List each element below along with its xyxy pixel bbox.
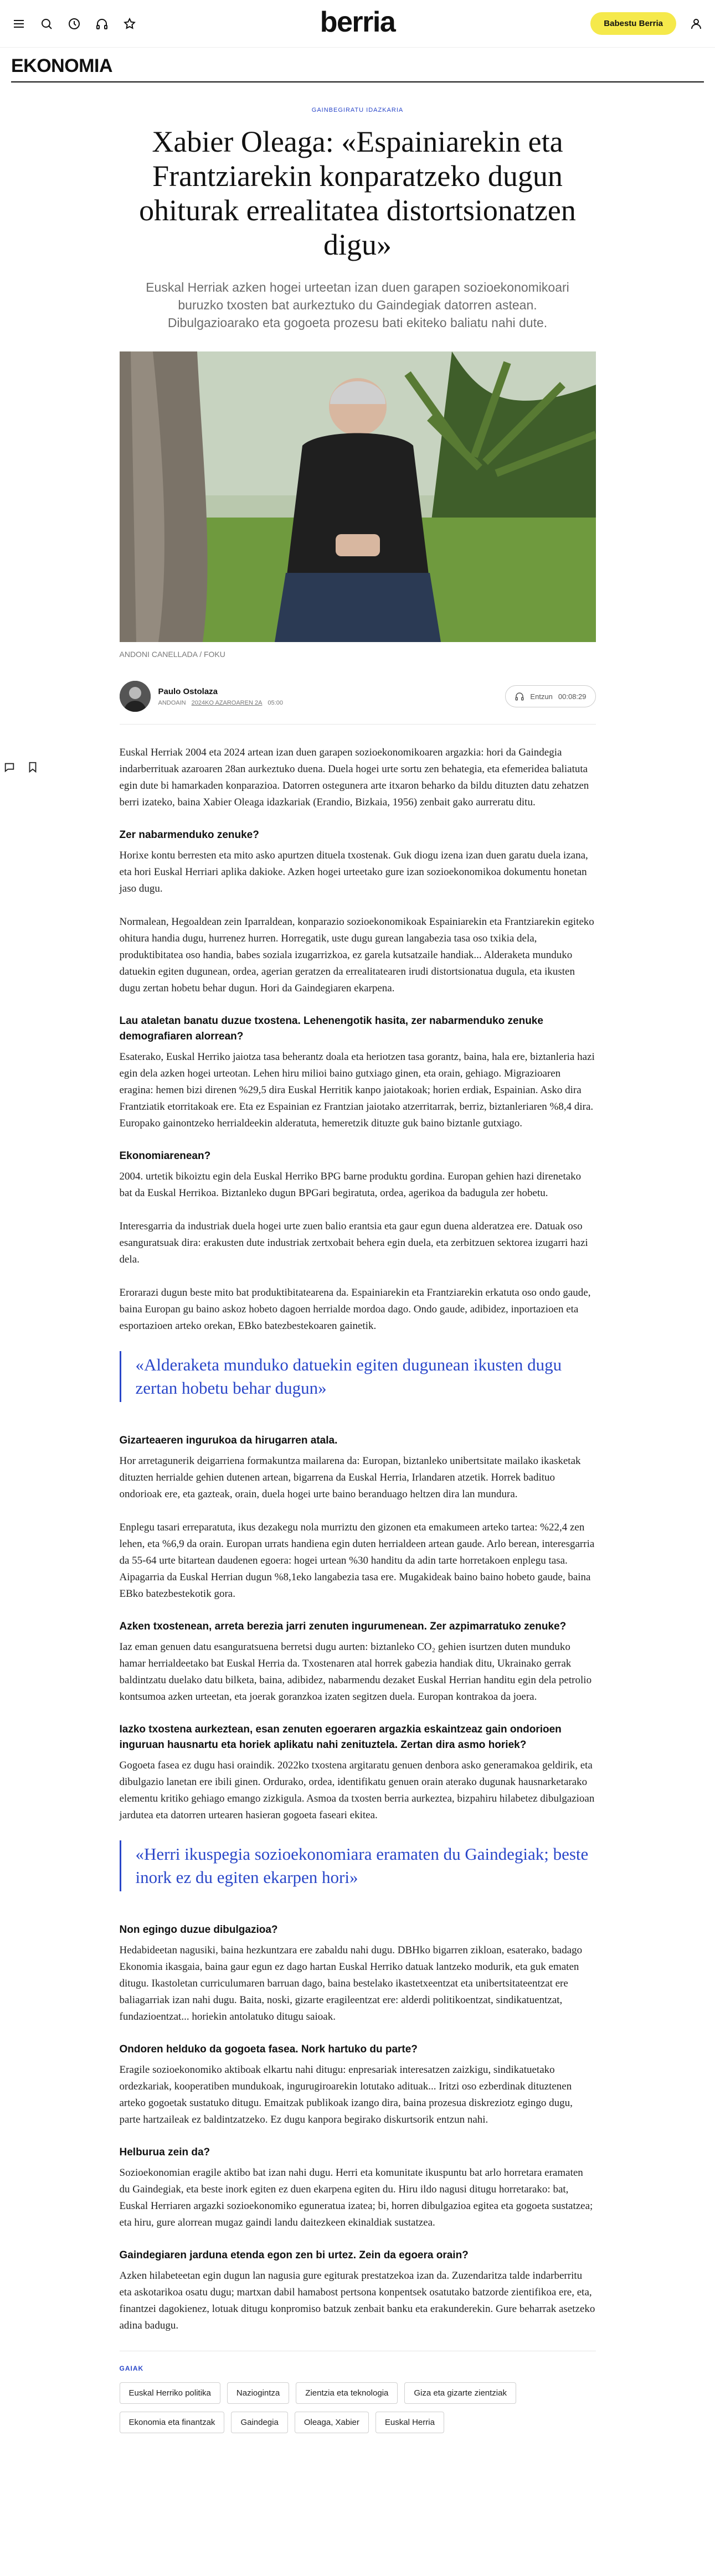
tag-list xyxy=(120,2382,596,2433)
answer: Eragile sozioekonomiko aktiboak elkartu nahi ditugu: enpresariak interesatzen zaizkigu, sindikatuetako ordezkariak, kooperatiben mundukoak, ingurugiroarekin lotutako adituak... Iritzi oso ezberdinak dituztenen arteko gogoetak sustatuko ditugu. Emaitzak publikoak izango dira, baina prozesua diskreziotz egingo dugu, parte hartzaileak ez baldintzatzeko. Ez dugu kanpora begirako diskurtsorik entzun nahi. xyxy=(119,2064,573,2125)
answer: 2004. urtetik bikoiztu egin dela Euskal Herriko BPG barne produktu gordina. Europan gehien hazi direnetako bat da Euskal Herrikoa. Biztanleko dugun BPGari begiratuta, ordea, agerikoa da badugula zer hobetu. xyxy=(119,1171,582,1199)
listen-label: Entzun xyxy=(530,692,553,701)
answer: Sozioekonomian eragile aktibo bat izan nahi dugu. Herri eta komunitate ikuspuntu bat arlo horretara eramaten du Gaindegiak, eta beste inork egiten ez duen ekarpena egiten du. Hiru ildo nagusi ditugu horretarako: bat, Euskal Herriaren argazki sozioekonomiko eguneratua izatea; bi, horren dibulgazioa egitea eta gogoeta sustatzea; eta hiru, gure alorrean mugaz gaindi landu daitezkeen ekinaldiak sustatzea. xyxy=(119,2167,593,2228)
pull-quote: «Alderaketa munduko datuekin egiten dugunean ikusten dugu zertan hobetu behar dugun» xyxy=(120,1351,596,1402)
question: Non egingo duzue dibulgazioa? xyxy=(119,1924,278,1936)
tag[interactable]: Naziogintza xyxy=(227,2382,289,2404)
article-kicker: GAINBEGIRATU IDAZKARIA xyxy=(311,107,404,113)
publish-time: 05:00 xyxy=(268,699,283,706)
tags-title: GAIAK xyxy=(119,2365,144,2372)
comment-icon[interactable] xyxy=(3,761,16,773)
answer: Normalean, Hegoaldean zein Iparraldean, konparazio sozioekonomikoak Espainiarekin eta Frantziarekin egiteko ohitura handia dugu, hurrenez hurren. Horregatik, uste dugu gurean langabezia tasa oso txikia dela, produktibitatea oso handia, babes soziala izugarrizkoa, ez garela kutsatzaile handiak... Alderaketa munduko datuekin egiten dugunean, ordea, agerian geratzen da errealitatearen irudi distortsionatua dugula, eta ikusten dugu zertan hobetu behar dugun. Hori da Gaindegiaren ekarpena. xyxy=(119,916,594,994)
author-place: ANDOAIN xyxy=(158,699,186,706)
answer: Hor arretagunerik deigarriena formakuntza mailarena da: Europan, biztanleko unibertsitate mailako ikasketak dituzten herrialde gehien dutenen artean, bigarrena da Euskal Herria, Irlandaren atzetik. Horrek badituo ondorioak ere, eta gazteak, orain, duela hogei urte baino beranduago heltzen dira lan mundura. xyxy=(119,1455,581,1500)
question: Ekonomiarenean? xyxy=(119,1150,211,1162)
headphones-icon xyxy=(515,691,524,701)
avatar[interactable] xyxy=(120,681,151,712)
intro-paragraph: Euskal Herriak 2004 eta 2024 artean izan duen garapen sozioekonomikoaren argazkia: hori da Gaindegia indarberrituak azaroaren 28an aurkeztuko duena. Duela hogei urte sortu zen behategia, eta efemeridea baliatuta egin dute bi hamarkaden konparazioa. Datorren ostegunera arte itxaron beharko da bildu dituzten datu zehatzen berri izateko, baina Xabier Oleaga idazkariak (Erandio, Bizkaia, 1956) zenbait gako aurreratu ditu. xyxy=(119,747,589,808)
article-body-area xyxy=(120,744,596,2334)
user-icon[interactable] xyxy=(688,16,704,32)
tag[interactable]: Giza eta gizarte zientziak xyxy=(404,2382,516,2404)
tag[interactable]: Euskal Herriko politika xyxy=(120,2382,220,2404)
bookmark-icon[interactable] xyxy=(27,761,39,773)
answer: Azken hilabeteetan egin dugun lan nagusia gure egiturak prestatzekoa izan da. Zuzendaritza talde indarberritu eta askotarikoa osatu dugu; martxan dabil hamabost pertsona konpentsek osatutako batzorde zientifikoa ere, eta, finantzei dagokienez, lotuak ditugu konpromiso batzuk zenbait banku eta erakunderekin. Gure beharrak asetzeko adina badugu. xyxy=(119,2270,595,2331)
menu-icon[interactable] xyxy=(11,16,27,32)
article-subtitle: Euskal Herriak azken hogei urteetan izan duen garapen sozioekonomikoari buruzko txosten bat aurkeztuko du Gaindegiak datorren astean. Dibulgazioarako eta gogoeta prozesu bati ekiteko baliatu nahi dute. xyxy=(146,280,569,330)
tags-section xyxy=(120,2351,596,2433)
clock-icon[interactable] xyxy=(66,16,82,32)
headphones-icon[interactable] xyxy=(94,16,110,32)
search-icon[interactable] xyxy=(39,16,54,32)
author-name[interactable]: Paulo Ostolaza xyxy=(158,686,218,696)
answer: Horixe kontu berresten eta mito asko apurtzen dituela txostenak. Guk diogu izena izan duen garatu duela izana, eta hori Euskal Herriari aplika dakioke. Azken hogei urteetako gure izan sozioekonomikoa dokumentu honetan jaso dugu. xyxy=(119,850,588,894)
article-photo xyxy=(120,351,596,642)
question: Azken txostenean, arreta berezia jarri zenuten ingurumenean. Zer azpimarratuko zenuke? xyxy=(119,1621,567,1632)
answer: Interesgarria da industriak duela hogei urte zuen balio erantsia eta gaur egun duena alderatzea ere. Datuak oso esanguratsuak dira: erakusten dute industriak zertxobait behera egin duela, eta zerbitzuen sektorea izugarri hazi dela. xyxy=(119,1220,588,1265)
question: Ondoren helduko da gogoeta fasea. Nork hartuko du parte? xyxy=(119,2044,418,2055)
tag[interactable]: Ekonomia eta finantzak xyxy=(120,2412,225,2433)
answer: Esaterako, Euskal Herriko jaiotza tasa beherantz doala eta heriotzen tasa gorantz, baina, hala ere, biztanleria hazi egin dela azken hogei urteotan. Lehen hiru milioi baino gutxiago ginen, eta orain, gehiago. Migrazioaren eragina: hemen bizi direnen %29,5 dira Euskal Herritik kanpo jaiotakoak; horien erdiak, Espainian. Asko dira Frantziatik etorritakoak ere. Eta ez Espainian ez Frantzian jaiotako atzerritarrak, berriz, biztanleriaren %8,4 dira. Europako gainontzeko herrialdeekin alderatuta, hemeretzik dituzte guk baino biztanle gutxiago. xyxy=(119,1051,595,1129)
publish-date: 2024KO AZAROAREN 2A xyxy=(191,699,263,706)
section-bar xyxy=(11,48,704,82)
listen-button[interactable] xyxy=(505,685,595,707)
question: Zer nabarmenduko zenuke? xyxy=(119,829,259,841)
top-bar xyxy=(0,0,715,48)
answer: Iaz eman genuen datu esanguratsuena berretsi dugu aurten: biztanleko CO₂ gehien isurtzen duten munduko hamar herrialdeetako bat Euskal Herria da. Txostenaren atal horrek gabezia handiak ditu, Ukrainako gerrak baldintzatu duelako datu bilketa, baina, adibidez, nabarmendu dezaket Euskal Herrian handitu egin dela petrolio kontsumoa azken urteetan, eta joerak goranzkoa izaten segitzen duela. Europan kontrakoa da joera. xyxy=(119,1641,592,1703)
author-row xyxy=(120,681,596,725)
subscribe-button[interactable]: Babestu Berria xyxy=(590,12,676,35)
photo-caption: ANDONI CANELLADA / FOKU xyxy=(119,650,225,659)
question: Gizarteaeren ingurukoa da hirugarren atala. xyxy=(119,1435,338,1446)
author-block xyxy=(120,681,283,712)
tag[interactable]: Euskal Herria xyxy=(375,2412,444,2433)
site-logo[interactable]: berria xyxy=(320,6,395,38)
section-title[interactable]: EKONOMIA xyxy=(11,55,112,76)
question: Helburua zein da? xyxy=(119,2146,210,2158)
question: Lau ataletan banatu duzue txostena. Lehenengotik hasita, zer nabarmenduko zenuke demografiaren alorrean? xyxy=(119,1015,543,1042)
tag[interactable]: Oleaga, Xabier xyxy=(295,2412,369,2433)
share-rail xyxy=(0,761,39,773)
listen-duration: 00:08:29 xyxy=(558,692,587,701)
tag[interactable]: Zientzia eta teknologia xyxy=(296,2382,398,2404)
answer: Gogoeta fasea ez dugu hasi oraindik. 2022ko txostena argitaratu genuen denbora asko generamakoa geldirik, eta dibulgazio lanetan ere ibili ginen. Ordurako, ordea, identifikatu genuen orain aterako dugunak hausnarketarako elementu kritiko gehiago emango zizkigula. Asmoa da txosten berria aurkeztea, bizpahiru hilabetez dibulgazioan jardutea eta datorren urtearen hasieran gogoeta faseari ekitea. xyxy=(119,1760,595,1821)
answer: Enplegu tasari erreparatuta, ikus dezakegu nola murriztu den gizonen eta emakumeen arteko tartea: %22,4 zen lehen, eta %6,9 da orain. Europan urrats handiena egin duten herrialdeen artean gaude. Arlo berean, interesgarria da 55-64 urte bitartean daudenen egoera: hogei urtean %30 handitu da adin tarte horretakoen enplegu tasa. Aipagarria da Euskal Herrian dugun %8,1eko langabezia tasa ere. Mugakideak baino baino hobeto gaude, baina EBko batezbestekotik gora. xyxy=(119,1522,595,1600)
answer: Hedabideetan nagusiki, baina hezkuntzara ere zabaldu nahi dugu. DBHko bigarren zikloan, esaterako, badago Ekonomia ikasgaia, baina gaur egun ez dago hartan Euskal Herriko datuak lantzeko modurik, eta guk ematen ditugu. Ikastoletan curriculumaren barruan dago, baina bestelako ikastetxeentzat eta unibertsitateentzat ere baliagarriak izan nahi dugu. Baita, noski, gizarte eragileentzat ere: alderdi politikoentzat, sindikatuentzat, fundazioentzat... horiekin antolatuko ditugu saioak. xyxy=(119,1944,583,2022)
pull-quote: «Herri ikuspegia sozioekonomiara eramaten du Gaindegiak; beste inork ez du egiten ekarpen hori» xyxy=(120,1840,596,1891)
article xyxy=(120,107,596,2433)
header-left-icons xyxy=(11,16,137,32)
header-right xyxy=(590,12,704,35)
question: Gaindegiaren jarduna etenda egon zen bi urtez. Zein da egoera orain? xyxy=(119,2249,469,2261)
article-body xyxy=(120,744,596,2334)
article-headline: Xabier Oleaga: «Espainiarekin eta Frantziarekin konparatzeko dugun ohiturak errealitatea distortsionatzen digu» xyxy=(139,125,576,261)
author-meta xyxy=(158,700,283,706)
star-icon[interactable] xyxy=(122,16,137,32)
question: Iazko txostena aurkeztean, esan zenuten egoeraren argazkia eskaintzeaz gain ondorioen inguruan hausnartu eta horiek aplikatu nahi zenituztela. Zertan dira asmo horiek? xyxy=(119,1724,562,1751)
answer: Erorarazi dugun beste mito bat produktibitatearena da. Espainiarekin eta Frantziarekin erkatuta oso ondo gaude, baina Europan gu baino askoz hobeto dagoen herrialde mordoa dago. Ondo gaude, adibidez, inportazioen eta esportazioen arteko orekan, EBko batezbestekoaren gainetik. xyxy=(119,1287,591,1332)
tag[interactable]: Gaindegia xyxy=(231,2412,287,2433)
